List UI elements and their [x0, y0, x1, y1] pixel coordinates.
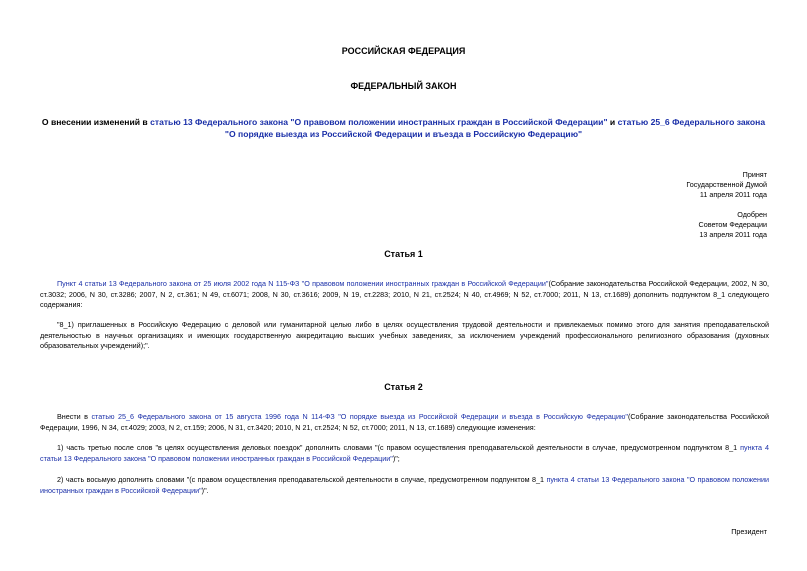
approved-label: Одобрен	[737, 210, 767, 219]
article-1-link[interactable]: Пункт 4 статьи 13 Федерального закона от 25 июля 2002 года N 115-ФЗ "О правовом положении иностранных граждан в Российской Федерации"	[57, 279, 549, 288]
title-link-article-13[interactable]: статью 13 Федерального закона "О правовом положении иностранных граждан в Российской Федерации"	[150, 117, 608, 127]
article-2-item-1	[40, 443, 769, 464]
document-title	[40, 116, 767, 140]
article-1-text: (Собрание законодательства Российской Федерации, 2002, N 30, ст.3032; 2006, N 30, ст.3286; 2007, N 2, ст.361; N 49, ст.6071; 2008, N 30, ст.3616; 2009, N 19, ст.2283; 2010, N 21, ст.2524; N 40, ст.4969; N 52, ст.7000; 2011, N 13, ст.1689) дополнить подпунктом 8_1 следующего содержания:	[40, 279, 769, 309]
article-2-intro	[40, 412, 769, 433]
article-1-quote	[40, 320, 769, 352]
adoption-accepted-block	[686, 170, 767, 200]
item-2-text: 2) часть восьмую дополнить словами "(с правом осуществления преподавательской деятельности в случае, предусмотренном подпунктом 8_1	[57, 475, 547, 484]
title-text: О внесении изменений в	[41, 117, 151, 127]
header-country: РОССИЙСКАЯ ФЕДЕРАЦИЯ	[341, 46, 466, 56]
article-1-heading: Статья 1	[384, 249, 423, 259]
title-link-article-25-6[interactable]: статью 25_6 Федерального закона "О порядке выезда из Российской Федерации и въезда в Российскую Федерацию"	[224, 117, 766, 139]
article-1-quote-text: "8_1) приглашенных в Российскую Федерацию с деловой или гуманитарной целью либо в целях осуществления трудовой деятельности и привлекаемых помимо этого для занятия преподавательской деятельностью в научных организациях и имеющих государственную аккредитацию высших учебных заведениях, за исключением учреждений профессионального религиозного образования (духовных образовательных учреждений);".	[40, 320, 769, 350]
accepted-by: Государственной Думой	[686, 180, 767, 189]
approved-date: 13 апреля 2011 года	[699, 230, 767, 239]
item-1-link[interactable]: пункта 4 статьи 13 Федерального закона "О правовом положении иностранных граждан в Российской Федерации"	[40, 443, 770, 463]
item-1-text: 1) часть третью после слов "в целях осуществления деловых поездок" дополнить словами "(с правом осуществления преподавательской деятельности в случае, предусмотренном подпунктом 8_1	[57, 443, 741, 452]
article-2-item-2	[40, 475, 769, 496]
accepted-date: 11 апреля 2011 года	[699, 190, 767, 199]
item-2-link[interactable]: пункта 4 статьи 13 Федерального закона "О правовом положении иностранных граждан в Российской Федерации"	[40, 475, 769, 495]
header-doc-type: ФЕДЕРАЛЬНЫЙ ЗАКОН	[350, 81, 457, 91]
adoption-approved-block	[699, 210, 767, 240]
article-2-text: Внести в	[57, 412, 92, 421]
article-1-paragraph	[40, 279, 769, 311]
article-2-text: (Собрание законодательства Российской Федерации, 1996, N 34, ст.4029; 2003, N 2, ст.159; 2006, N 31, ст.3420; 2010, N 21, ст.2524; N 52, ст.7000; 2011, N 13, ст.1689) следующие изменения:	[40, 412, 769, 432]
article-2-link[interactable]: статью 25_6 Федерального закона от 15 августа 1996 года N 114-ФЗ "О порядке выезда из Российской Федерации и въезда в Российскую Федерацию"	[91, 412, 628, 421]
item-1-text-end: )";	[392, 453, 400, 463]
article-2-heading: Статья 2	[384, 382, 423, 392]
approved-by: Советом Федерации	[698, 220, 767, 229]
title-text: и	[607, 117, 618, 127]
footer-president: Президент	[731, 527, 767, 536]
accepted-label: Принят	[742, 170, 767, 179]
item-2-text-end: )".	[201, 485, 209, 495]
